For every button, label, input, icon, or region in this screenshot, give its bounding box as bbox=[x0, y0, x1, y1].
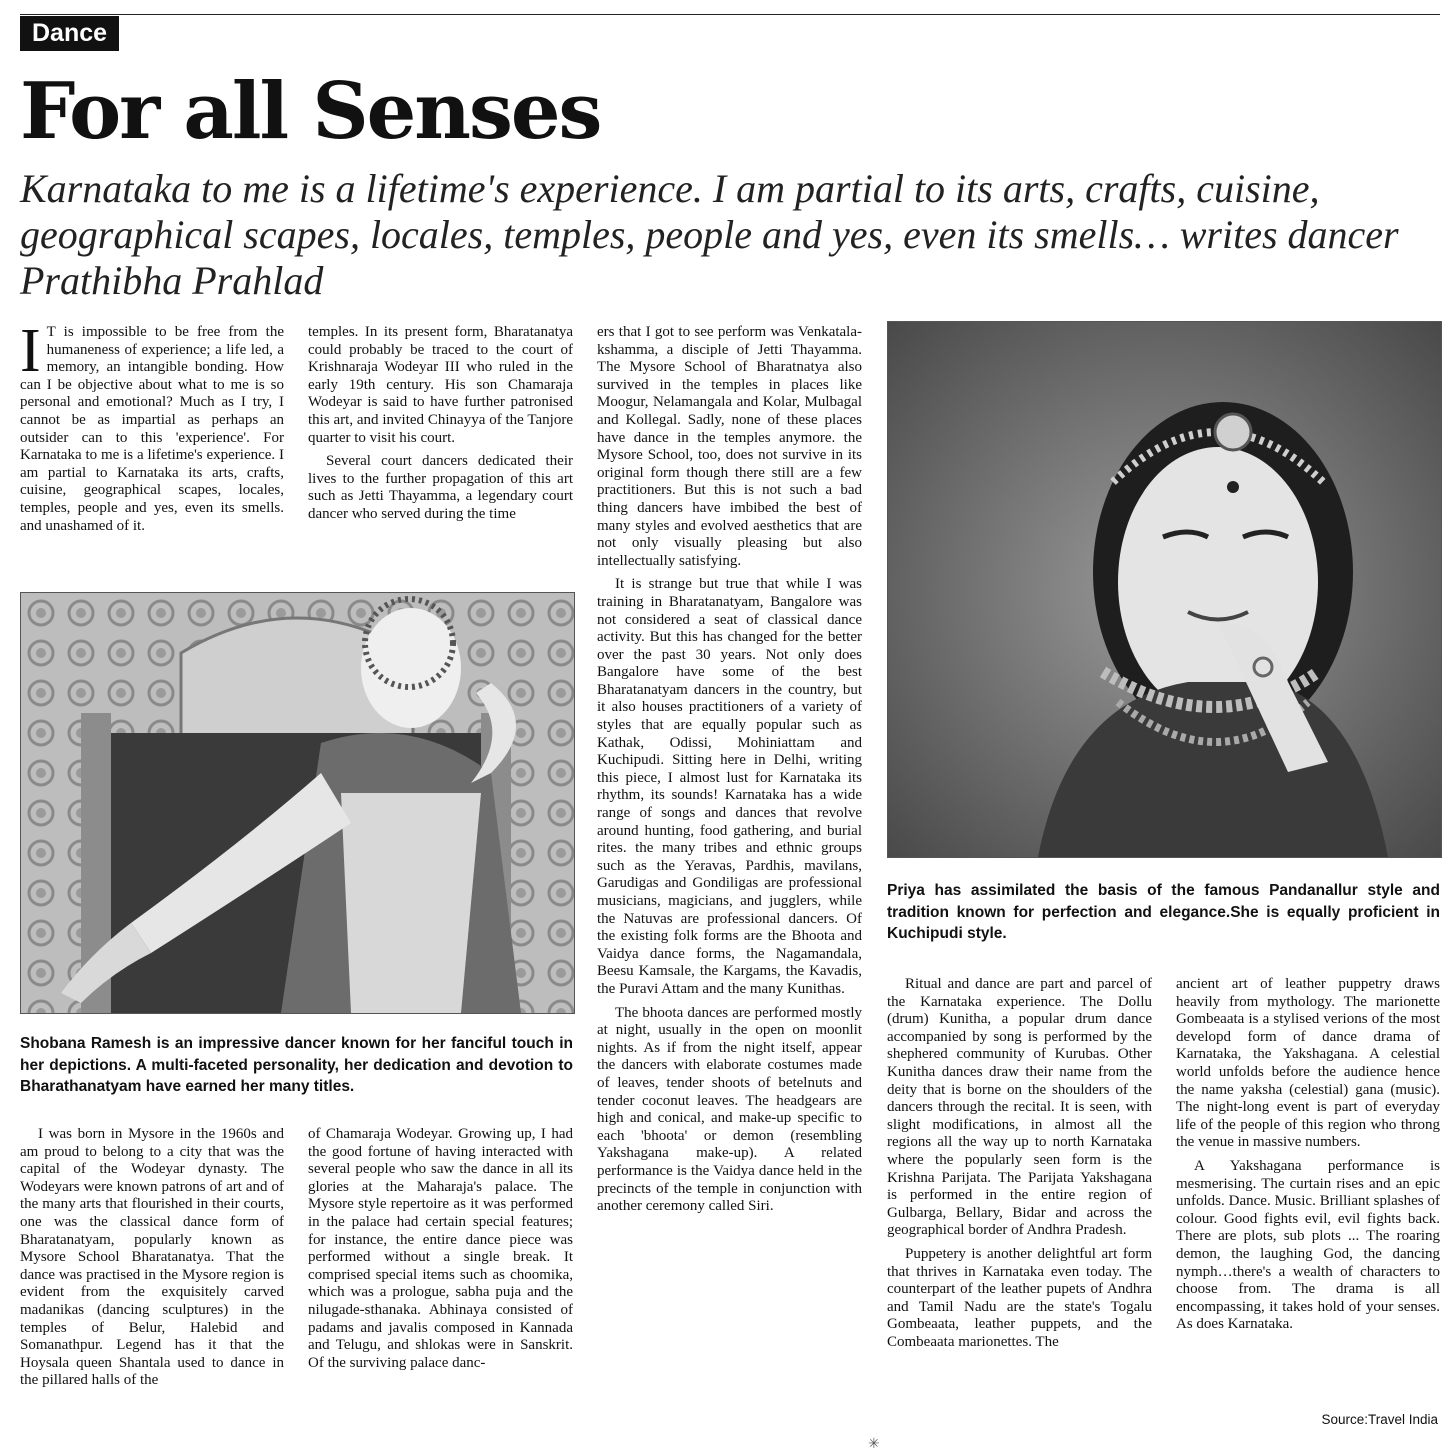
headline: For all Senses bbox=[20, 66, 601, 157]
dancer-portrait-graphic bbox=[888, 322, 1441, 857]
paragraph: temples. In its present form, Bharatanatya could probably be traced to the court of Krishnaraja Wodeyar III who ruled in the early 19th century. His son Chamaraja Wodeyar is said to have further patronised this art, and invited Chinayya of the Tanjore quarter to visit his court. bbox=[308, 324, 573, 446]
paragraph: T is impossible to be free from the humaneness of experience; a life led, a memory, an intangible bonding. How can I be objective about what to me is so personal and emotional? Much as I try, I cannot be as impartial as perhaps an outsider can to this 'experience'. For Karnataka to me is a lifetime's experience. I am partial to Karnataka its arts, crafts, cuisine, geographical scapes, locales, temples, people and yes, even its smells. and unashamed of it. bbox=[20, 324, 284, 534]
top-rule bbox=[20, 14, 1440, 15]
article-col1-bottom bbox=[20, 1126, 284, 1428]
article-col5 bbox=[1176, 976, 1440, 1406]
drop-cap: I bbox=[20, 324, 41, 385]
caption-shobana-ramesh: Shobana Ramesh is an impressive dancer known for her fanciful touch in her depictions. A multi-faceted personality, her dedication and devotion to Bharathanatyam have earned her many titles. bbox=[20, 1035, 573, 1095]
paragraph: ancient art of leather puppetry draws heavily from mythology. The marionette Gombeaata is a stylised verions of the most developd form of dance drama of Karnataka, the Yakshagana. A celestial world unfolds before the audience hence the name yaksha (celestial) gana (music). The night-long event is part of everyday life of the people of this region who throng the venue in massive numbers. bbox=[1176, 976, 1440, 1151]
section-label: Dance bbox=[20, 16, 119, 51]
paragraph: Ritual and dance are part and parcel of the Karnataka experience. The Dollu (drum) Kunitha, a popular drum dance accompanied by song is performed by the shephered community of Kurubas. Other Kunitha dances draw their name from the deity that is borne on the shoulders of the dancers through the recital. It is seen, with slight modifications, in almost all the regions all the way up to north Karnataka where the popularly seen form is the Krishna Parijata. The Parijata Yakshagana is performed in the entire region of Gulbarga, Bellary, Bidar and across the geographical border of Andhra Pradesh. bbox=[887, 976, 1152, 1239]
caption-priya: Priya has assimilated the basis of the famous Pandanallur style and tradition known for perfection and elegance.She is equally proficient in Kuchipudi style. bbox=[887, 882, 1440, 942]
article-col2-top bbox=[308, 324, 573, 574]
paragraph: Puppetery is another delightful art form that thrives in Karnataka even today. The counterpart of the leather pupets of Andhra and Tamil Nadu are the state's Togalu Gombeaata, leather puppets, and the Combeaata marionettes. The bbox=[887, 1245, 1152, 1350]
source-credit: Source:Travel India bbox=[1321, 1412, 1438, 1427]
photo-shobana-ramesh bbox=[20, 592, 575, 1014]
paragraph: of Chamaraja Wodeyar. Growing up, I had the good fortune of having interacted with several people who saw the dance in all its glories at the Maharaja's palace. The Mysore style repertoire as it was performed in the palace had certain special features; for instance, the entire dance piece was performed without a single break. It comprised special items such as choomika, which was a prologue, sabha puja and the nilugade-sthanaka. Abhinaya consisted of padams and javalis composed in Kannada and Telugu, and shlokas were in Sanskrit. Of the surviving palace danc- bbox=[308, 1126, 573, 1371]
photo-priya bbox=[887, 321, 1442, 858]
paragraph: Several court dancers dedicated their lives to the further propagation of this art such as Jetti Thayamma, a legendary court dancer who served during the time bbox=[308, 453, 573, 522]
paragraph: A Yakshagana performance is mesmerising. The curtain rises and an epic unfolds. Dance. Music. Brilliant splashes of colour. Good fights evil, evil fights back. There are plots, sub plots ... The roaring demon, the laughing God, the dancing nymph…there's a wealth of characters to choose from. The drama is all encompassing, it takes hold of your senses. As does Karnataka. bbox=[1176, 1157, 1440, 1333]
article-col3 bbox=[597, 324, 862, 1432]
article-col2-bottom bbox=[308, 1126, 573, 1428]
page-ornament: ✳ bbox=[868, 1436, 880, 1452]
paragraph: ers that I got to see perform was Venkatala-kshamma, a disciple of Jetti Thayamma. The Mysore School of Bharatnatya also survived in the temples in places like Moogur, Nelamangala and Kolar, Mulbagal and Kollegal. Sadly, none of these places have dance in the temples anymore. the Mysore School, too, does not survive in its original form though there still are a few practitioners. But this is not such a bad thing dancers have imbibed the best of many styles and evolved aesthetics that are not only visually pleasing but also intellectually satisfying. bbox=[597, 324, 862, 569]
article-col4 bbox=[887, 976, 1152, 1432]
paragraph: It is strange but true that while I was training in Bharatanatyam, Bangalore was not considered a seat of classical dance activity. But this has changed for the better over the past 30 years. Not only does Bangalore have some of the best Bharatanatyam dancers in the country, but it also houses practitioners of a variety of styles that are equally popular such as Kathak, Odissi, Mohiniattam and Kuchipudi. Sitting here in Delhi, writing this piece, I almost lust for Karnataka its rhythm, its sounds! Karnataka has a wide range of songs and dances that revolve around hunting, food gathering, and burial rites. the many tribes and ethnic groups such as the Yeravas, Pardhis, mavilans, Garudigas and Gondiligas are professional musicians, magicians, and jugglers, while the Natuvas are professional dancers. Of the existing folk forms are the Bhoota and Vaidya dance forms, the Nagamandala, Beesu Kamsale, the Kargams, the Kavadis, the Puravi Attam and the many Kunithas. bbox=[597, 576, 862, 997]
deck-subtitle: Karnataka to me is a lifetime's experience. I am partial to its arts, crafts, cuisine, geographical scapes, locales, temples, people and yes, even its smells… writes dancer Prathibha Prahlad bbox=[20, 166, 1399, 303]
article-col1-top bbox=[20, 324, 284, 572]
dancer-photo-graphic bbox=[21, 593, 574, 1013]
paragraph: I was born in Mysore in the 1960s and am proud to belong to a city that was the capital of the Wodeyar dynasty. The Wodeyars were known patrons of art and of the many arts that flourished in their courts, one was the classical dance form of Bharatanatyam, popularly known as Mysore School Bharatanatya. That the dance was practised in the Mysore region is evident from the exquisitely carved madanikas (dancing sculptures) in the temples of Belur, Halebid and Somanathpur. Legend has it that the Hoysala queen Shantala used to dance in the pillared halls of the bbox=[20, 1126, 284, 1389]
paragraph: The bhoota dances are performed mostly at night, usually in the open on moonlit nights. As if from the night itself, appear the dancers with elaborate costumes made of leaves, tender shoots of betelnuts and tender coconut leaves. The headgears are high and conical, and make-up specific to each 'bhoota' or demon (resembling Yakshagana make-up). A related performance is the Vaidya dance held in the precincts of the temple in conjunction with another ceremony called Siri. bbox=[597, 1004, 862, 1215]
